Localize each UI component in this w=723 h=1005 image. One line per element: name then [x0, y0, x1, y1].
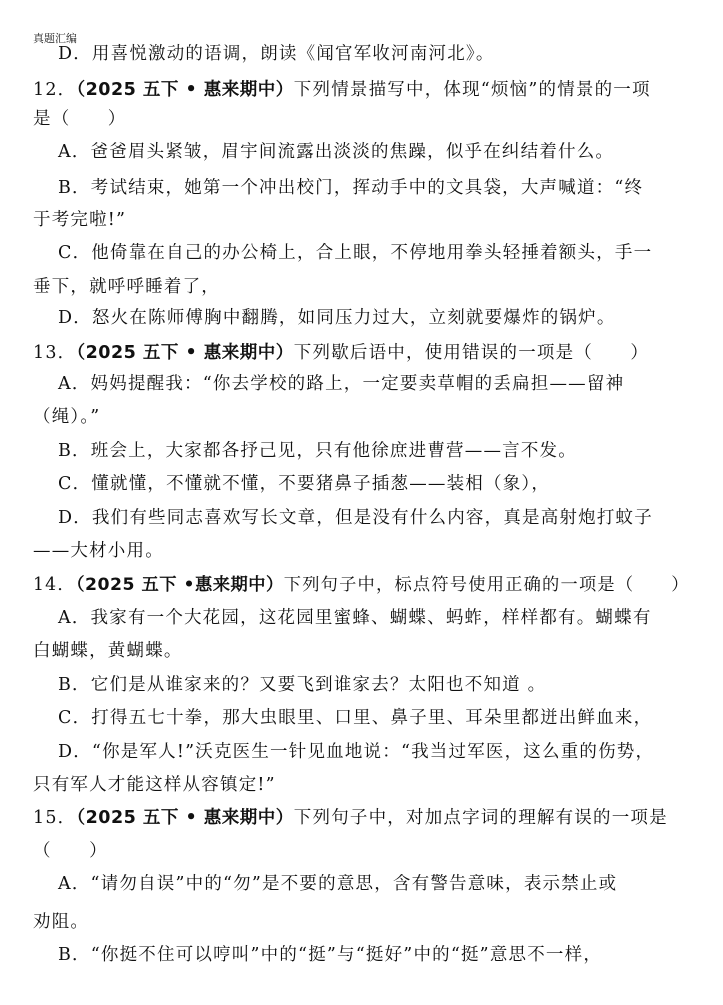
continuation-line: （ ）: [33, 841, 108, 861]
continuation-line: ——大材小用。: [33, 541, 164, 561]
question-text: 下列歇后语中，使用错误的一项是（ ）: [293, 343, 650, 363]
question-line: [33, 807, 668, 829]
question-line: [33, 574, 690, 596]
question-source: （2025 五下 • 惠来期中）: [76, 343, 294, 363]
question-number: 14．: [33, 575, 76, 595]
question-number: 13．: [33, 343, 77, 363]
option-line: A．“请勿自误”中的“勿”是不要的意思，含有警告意味，表示禁止或: [58, 874, 618, 894]
question-line: [33, 342, 649, 364]
option-line: D．用喜悦激动的语调，朗读《闻官军收河南河北》。: [58, 44, 495, 64]
question-number: 12．: [33, 80, 77, 100]
option-line: A．妈妈提醒我：“你去学校的路上，一定要卖草帽的丢扁担——留神: [58, 374, 625, 394]
continuation-line: 只有军人才能这样从容镇定!”: [33, 775, 276, 795]
continuation-line: 于考完啦!”: [33, 210, 127, 230]
question-text: 下列句子中，对加点字词的理解有误的一项是: [293, 808, 668, 828]
continuation-line: 是（ ）: [33, 109, 127, 129]
page-header: 真题汇编: [33, 32, 77, 45]
question-number: 15．: [33, 808, 77, 828]
option-line: A．我家有一个大花园，这花园里蜜蜂、蝴蝶、蚂蚱，样样都有。蝴蝶有: [58, 608, 652, 628]
option-line: B．考试结束，她第一个冲出校门，挥动手中的文具袋，大声喊道：“终: [58, 178, 644, 198]
option-line: A．爸爸眉头紧皱，眉宇间流露出淡淡的焦躁，似乎在纠结着什么。: [58, 142, 615, 162]
option-line: B．班会上，大家都各抒己见，只有他徐庶进曹营——言不发。: [58, 441, 577, 461]
question-line: [33, 79, 651, 101]
option-line: C．打得五七十拳，那大虫眼里、口里、鼻子里、耳朵里都迸出鲜血来，: [58, 708, 653, 728]
question-source: （2025 五下 • 惠来期中）: [76, 80, 294, 100]
option-line: B．“你挺不住可以哼叫”中的“挺”与“挺好”中的“挺”意思不一样，: [58, 945, 603, 965]
continuation-line: （绳）。”: [33, 407, 101, 427]
question-text: 下列句子中，标点符号使用正确的一项是（ ）: [283, 575, 690, 595]
question-text: 下列情景描写中，体现“烦恼”的情景的一项: [293, 80, 651, 100]
option-line: D．“你是军人!”沃克医生一针见血地说：“我当过军医，这么重的伤势，: [58, 742, 655, 762]
option-line: C．懂就懂，不懂就不懂，不要猪鼻子插葱——装相（象），: [58, 474, 551, 494]
option-line: C．他倚靠在自己的办公椅上，合上眼，不停地用拳头轻捶着额头，手一: [58, 243, 653, 263]
question-source: （2025 五下 • 惠来期中）: [76, 808, 294, 828]
option-line: D．我们有些同志喜欢写长文章，但是没有什么内容，真是高射炮打蚊子: [58, 508, 653, 528]
continuation-line: 劝阻。: [33, 912, 90, 932]
continuation-line: 白蝴蝶，黄蝴蝶。: [33, 641, 183, 661]
continuation-line: 垂下，就呼呼睡着了，: [33, 277, 220, 297]
question-source: （2025 五下 •惠来期中）: [75, 575, 284, 595]
option-line: B．它们是从谁家来的？又要飞到谁家去？太阳也不知道 。: [58, 675, 547, 695]
option-line: D．怒火在陈师傅胸中翻腾，如同压力过大，立刻就要爆炸的锅炉。: [58, 308, 616, 328]
